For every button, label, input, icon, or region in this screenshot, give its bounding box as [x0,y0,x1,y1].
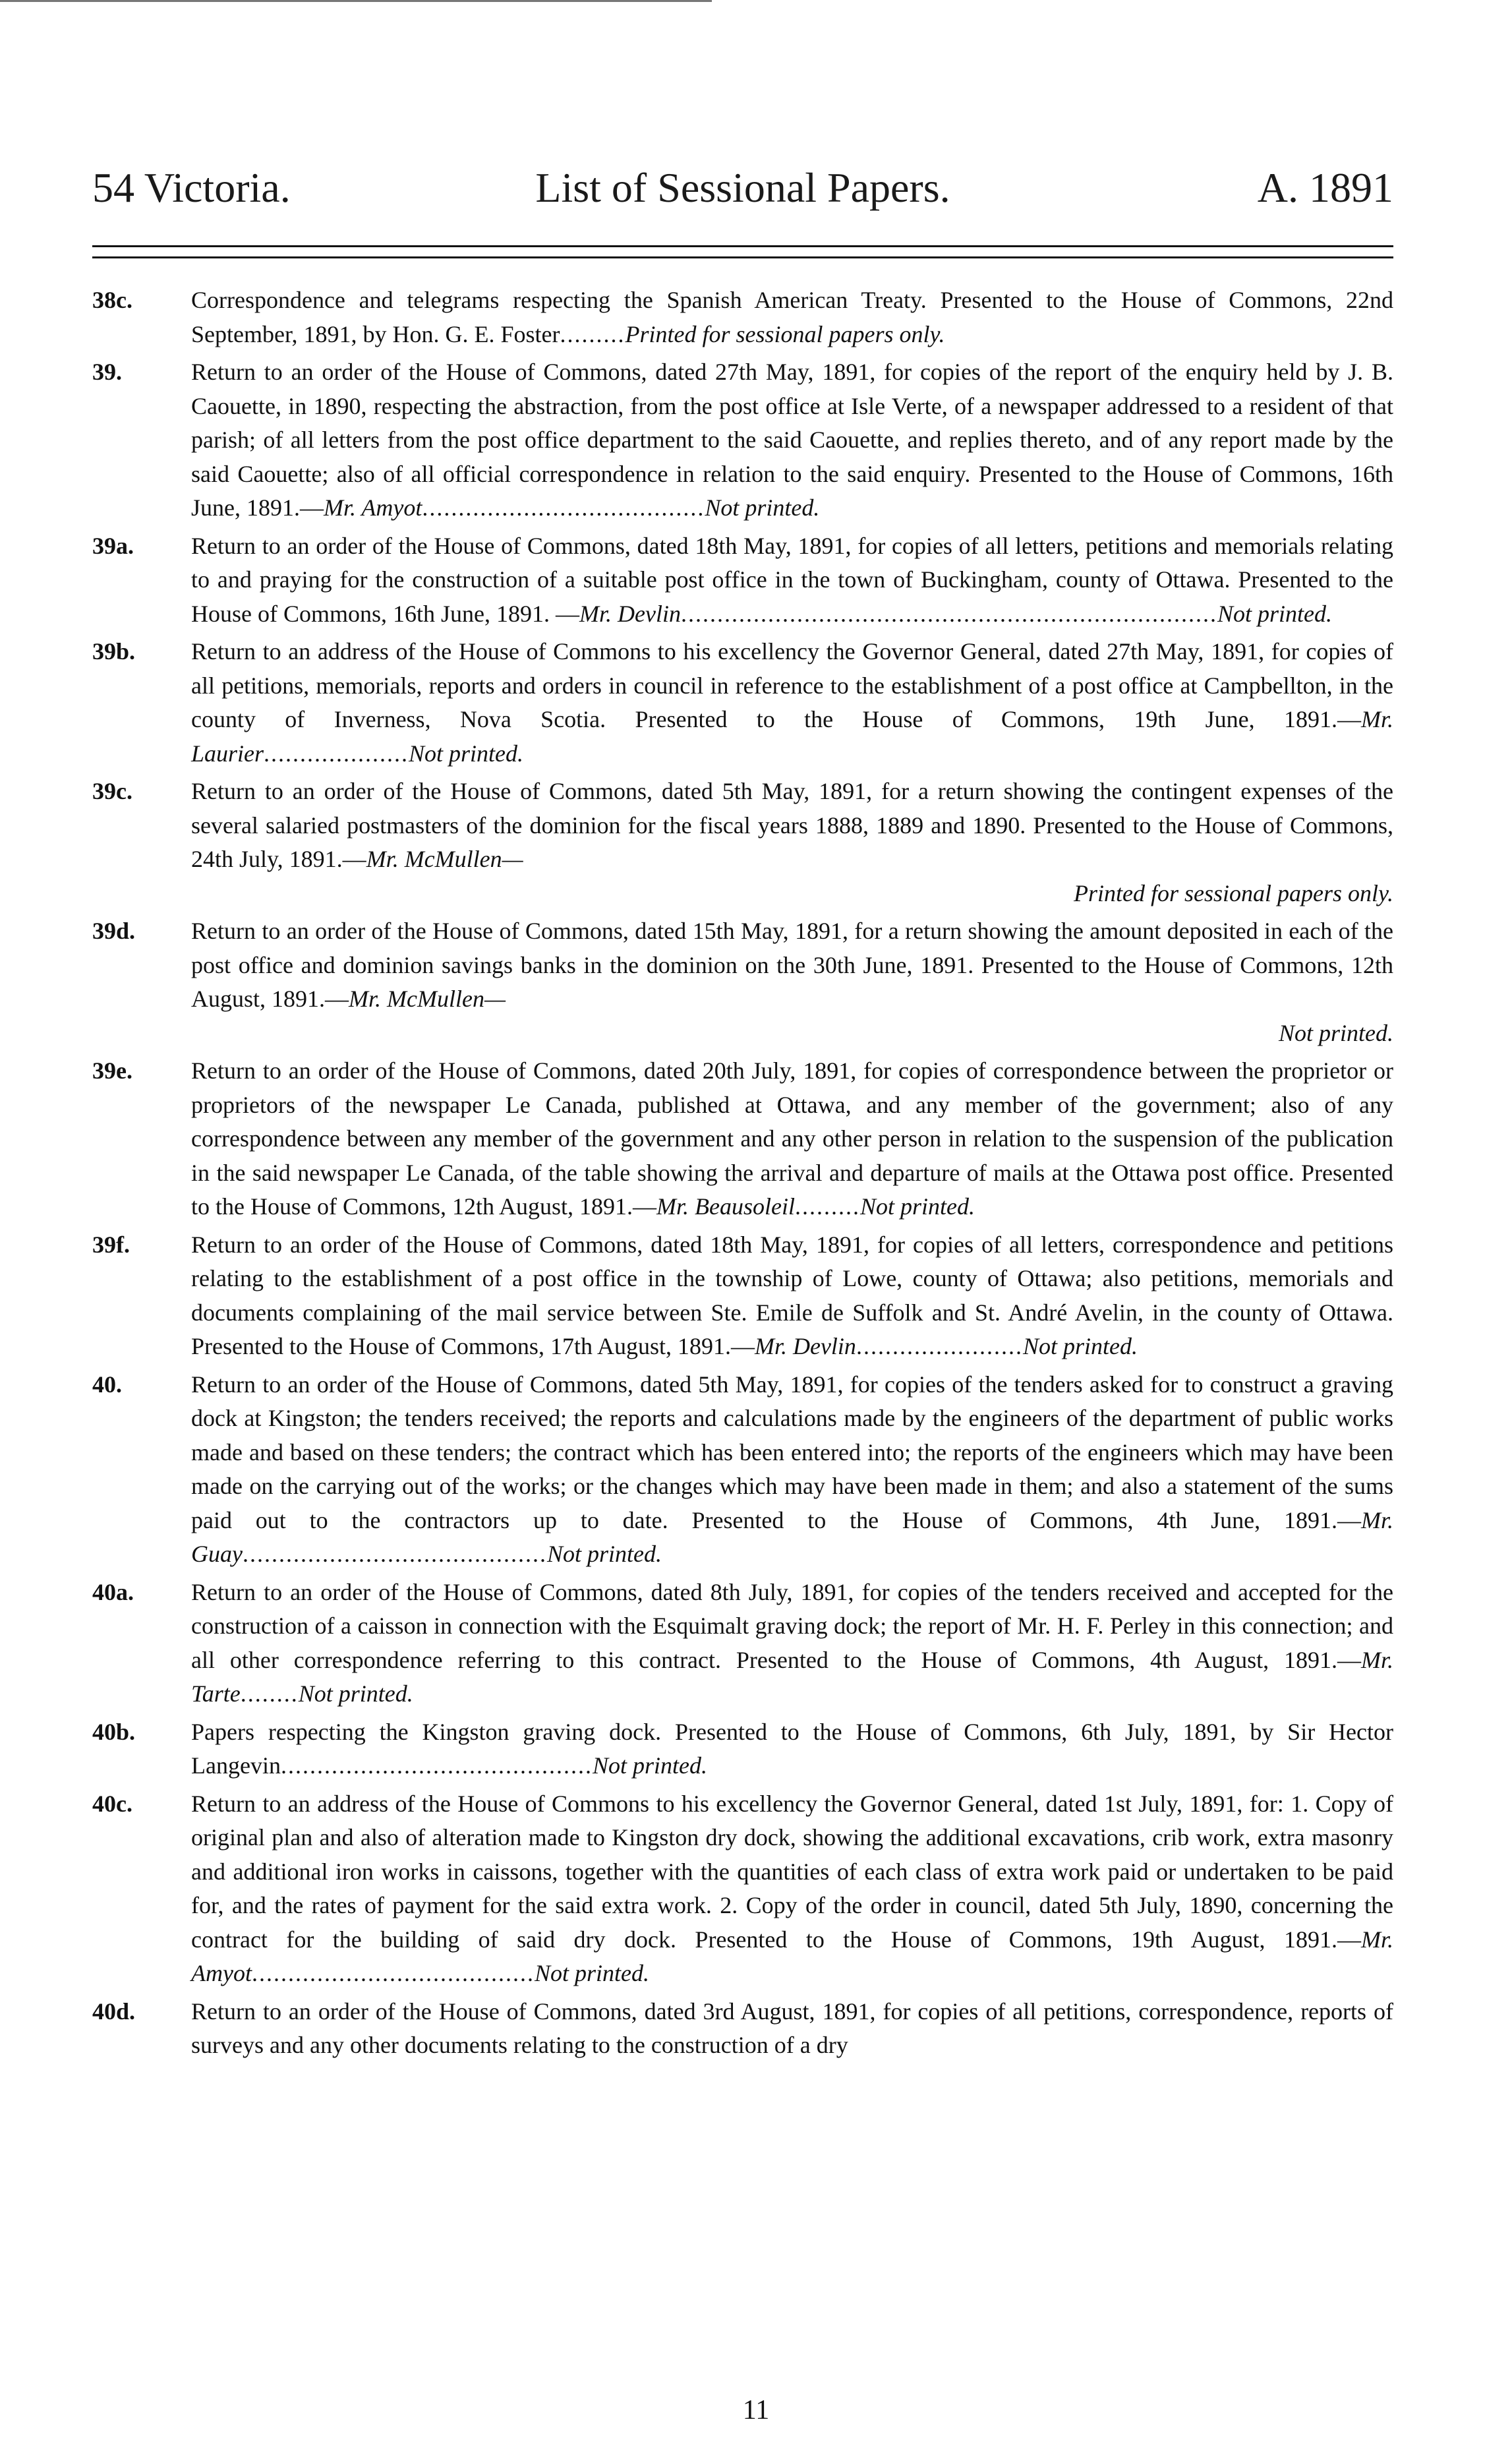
paper-description: Return to an address of the House of Commons to his excellency the Governor General, dated 27th May, 1891, for copies of all petitions, memorials, reports and orders in council in reference to the establishment of a post office at Campbellton, in the county of Inverness, Nova Scotia. Presented to the House of Commons, 19th June, 1891.— [191,638,1393,732]
paper-description: Return to an order of the House of Commons, dated 27th May, 1891, for copies of the report of the enquiry held by J. B. Caouette, in 1890, respecting the abstraction, from the post office at Isle Verte, of a newspaper addressed to a resident of that parish; of all letters from the post office department to the said Caouette, and replies thereto, and of any report made by the said Caouette; also of all official correspondence in relation to the said enquiry. Presented to the House of Commons, 16th June, 1891.— [191,359,1393,521]
header-session: 54 Victoria. [92,164,291,211]
paper-entry-39f: 39f. Return to an order of the House of Commons, dated 18th May, 1891, for copies of all letters, correspondence and petitions relating to the establishment of a post office in the township of Lowe, county of Ottawa; also petitions, memorials and documents complaining of the mail service between Ste. Emile de Suffolk and St. André Avelin, in the county of Ottawa. Presented to the House of Commons, 17th August, 1891.—Mr. Devlin.......................Not printed. [92,1228,1393,1364]
paper-number: 40b. [92,1718,136,1745]
page-header [92,163,1393,216]
paper-description: Return to an order of the House of Commons, dated 18th May, 1891, for copies of all letters, correspondence and petitions relating to the establishment of a post office in the township of Lowe, county of Ottawa; also petitions, memorials and documents complaining of the mail service between Ste. Emile de Suffolk and St. André Avelin, in the county of Ottawa. Presented to the House of Commons, 17th August, 1891.— [191,1231,1393,1359]
paper-description: Correspondence and telegrams respecting the Spanish American Treaty. Presented to the House of Commons, 22nd September, 1891, by Hon. G. E. Foster [191,287,1393,347]
paper-description: Return to an order of the House of Commons, dated 18th May, 1891, for copies of all letters, petitions and memorials relating to and praying for the construction of a suitable post office in the town of Buckingham, county of Ottawa. Presented to the House of Commons, 16th June, 1891. — [191,532,1393,627]
paper-number: 39e. [92,1057,132,1084]
mover-name: Mr. Devlin [579,600,681,627]
mover-name: Mr. Laurier [191,706,1393,767]
paper-description: Return to an order of the House of Commons, dated 8th July, 1891, for copies of the tenders received and accepted for the construction of a caisson in connection with the Esquimalt graving dock; the report of Mr. H. F. Perley in this connection; and all other correspondence referring to this contract. Presented to the House of Commons, 4th August, 1891.— [191,1578,1393,1673]
paper-description: Return to an order of the House of Commons, dated 3rd August, 1891, for copies of all petitions, correspondence, reports of surveys and any other documents relating to the construction of a dry [191,1998,1393,2058]
paper-entry-39c [92,775,1393,910]
paper-description: Return to an order of the House of Commons, dated 5th May, 1891, for copies of the tenders asked for to construct a graving dock at Kingston; the tenders received; the reports and calculations made by the engineers of the department of public works made and based on these tenders; the contract which has been entered into; the reports of the engineers which may have been made on the carrying out of the works; or the changes which may have been made in them; and also a statement of the sums paid out to the contractors up to date. Presented to the House of Commons, 4th June, 1891.— [191,1371,1393,1533]
print-status: Not printed. [1022,1333,1138,1359]
paper-entry-39: 39. Return to an order of the House of Commons, dated 27th May, 1891, for copies of the report of the enquiry held by J. B. Caouette, in 1890, respecting the abstraction, from the post office at Isle Verte, of a newspaper addressed to a resident of that parish; of all letters from the post office department to the said Caouette, and replies thereto, and of any report made by the said Caouette; also of all official correspondence in relation to the said enquiry. Presented to the House of Commons, 16th June, 1891.—Mr. Amyot.......................................Not printed. [92,355,1393,525]
paper-number: 40a. [92,1578,134,1605]
paper-description: Return to an address of the House of Commons to his excellency the Governor General, dated 1st July, 1891, for: 1. Copy of original plan and also of alteration made to Kingston dry dock, showing the additional excavations, crib work, extra masonry and additional iron works in caissons, together with the quantities of each class of extra work paid or undertaken to be paid for, and the rates of payment for the said extra work. 2. Copy of the order in council, dated 5th July, 1890, concerning the contract for the building of said dry dock. Presented to the House of Commons, 19th August, 1891.— [191,1790,1393,1953]
paper-number: 39c. [92,778,132,804]
header-year: A. 1891 [1257,164,1393,211]
mover-name: Mr. Amyot [191,1926,1393,1986]
mover-name: Mr. Amyot [324,494,422,521]
top-rule [0,0,712,2]
paper-entry-40: 40. Return to an order of the House of Commons, dated 5th May, 1891, for copies of the tenders asked for to construct a graving dock at Kingston; the tenders received; the reports and calculations made by the engineers of the department of public works made and based on these tenders; the contract which has been entered into; the reports of the engineers which may have been made on the carrying out of the works; or the changes which may have been made in them; and also a statement of the sums paid out to the contractors up to date. Presented to the House of Commons, 4th June, 1891.—Mr. Guay..........................................Not printed. [92,1368,1393,1572]
paper-number: 39d. [92,918,136,944]
print-status: Not printed. [1278,1019,1393,1046]
header-title: List of Sessional Papers. [535,164,950,211]
paper-entry-40d [92,1995,1393,2063]
print-status: Not printed. [592,1752,707,1779]
paper-description: Return to an order of the House of Commons, dated 15th May, 1891, for a return showing the amount deposited in each of the post office and dominion savings banks in the dominion on the 30th June, 1891. Presented to the House of Commons, 12th August, 1891.— [191,918,1393,1012]
mover-name: Mr. Beausoleil [656,1193,795,1220]
paper-entry-39d [92,914,1393,1050]
paper-description: Papers respecting the Kingston graving dock. Presented to the House of Commons, 6th July, 1891, by Sir Hector Langevin [191,1718,1393,1779]
paper-number: 40. [92,1371,122,1398]
paper-entry-40a: 40a. Return to an order of the House of Commons, dated 8th July, 1891, for copies of the tenders received and accepted for the construction of a caisson in connection with the Esquimalt graving dock; the report of Mr. H. F. Perley in this connection; and all other correspondence referring to this contract. Presented to the House of Commons, 4th August, 1891.—Mr. Tarte........Not printed. [92,1576,1393,1711]
print-status: Not printed. [409,740,524,767]
print-status: Not printed. [860,1193,975,1220]
sessional-paper-list [92,283,1393,2067]
page-number: 11 [742,2395,770,2425]
paper-number: 39a. [92,532,134,559]
print-status: Not printed. [546,1541,662,1567]
mover-name: Mr. McMullen— [349,986,506,1012]
paper-entry-39b: 39b. Return to an address of the House of Commons to his excellency the Governor General, dated 27th May, 1891, for copies of all petitions, memorials, reports and orders in council in reference to the establishment of a post office at Campbellton, in the county of Inverness, Nova Scotia. Presented to the House of Commons, 19th June, 1891.—Mr. Laurier....................Not printed. [92,635,1393,771]
mover-name: Mr. McMullen— [366,846,523,872]
paper-number: 40c. [92,1790,132,1817]
paper-number: 40d. [92,1998,136,2025]
paper-entry-38c: 38c. Correspondence and telegrams respecting the Spanish American Treaty. Presented to the House of Commons, 22nd September, 1891, by Hon. G. E. Foster.........Printed for sessional papers only. [92,283,1393,351]
print-status: Not printed. [705,494,820,521]
paper-number: 39b. [92,638,136,665]
paper-number: 39f. [92,1231,130,1258]
paper-number: 39. [92,359,122,385]
paper-entry-40c: 40c. Return to an address of the House of Commons to his excellency the Governor General, dated 1st July, 1891, for: 1. Copy of original plan and also of alteration made to Kingston dry dock, showing the additional excavations, crib work, extra masonry and additional iron works in caissons, together with the quantities of each class of extra work paid or undertaken to be paid for, and the rates of payment for the said extra work. 2. Copy of the order in council, dated 5th July, 1890, concerning the contract for the building of said dry dock. Presented to the House of Commons, 19th August, 1891.—Mr. Amyot.......................................Not printed. [92,1787,1393,1991]
mover-name: Mr. Tarte [191,1646,1393,1707]
paper-description: Return to an order of the House of Commons, dated 5th May, 1891, for a return showing the contingent expenses of the several salaried postmasters of the dominion for the fiscal years 1888, 1889 and 1890. Presented to the House of Commons, 24th July, 1891.— [191,778,1393,872]
print-status: Not printed. [1217,600,1332,627]
paper-number: 38c. [92,287,132,313]
paper-entry-39a: 39a. Return to an order of the House of Commons, dated 18th May, 1891, for copies of all letters, petitions and memorials relating to and praying for the construction of a suitable post office in the town of Buckingham, county of Ottawa. Presented to the House of Commons, 16th June, 1891. —Mr. Devlin..........................................................................Not printed. [92,529,1393,632]
print-status: Printed for sessional papers only. [625,320,945,347]
print-status: Not printed. [298,1680,413,1707]
print-status: Printed for sessional papers only. [1074,879,1393,906]
print-status: Not printed. [534,1960,649,1986]
mover-name: Mr. Guay [191,1506,1393,1567]
header-divider [92,245,1393,258]
paper-entry-40b: 40b. Papers respecting the Kingston graving dock. Presented to the House of Commons, 6th July, 1891, by Sir Hector Langevin...........................................Not printed. [92,1715,1393,1783]
paper-description: Return to an order of the House of Commons, dated 20th July, 1891, for copies of correspondence between the proprietor or proprietors of the newspaper Le Canada, published at Ottawa, and any member of the government; also of any correspondence between any member of the government and any other person in relation to the suspension of the publication in the said newspaper Le Canada, of the table showing the arrival and departure of mails at the Ottawa post office. Presented to the House of Commons, 12th August, 1891.— [191,1057,1393,1220]
paper-entry-39e: 39e. Return to an order of the House of Commons, dated 20th July, 1891, for copies of correspondence between the proprietor or proprietors of the newspaper Le Canada, published at Ottawa, and any member of the government; also of any correspondence between any member of the government and any other person in relation to the suspension of the publication in the said newspaper Le Canada, of the table showing the arrival and departure of mails at the Ottawa post office. Presented to the House of Commons, 12th August, 1891.—Mr. Beausoleil.........Not printed. [92,1054,1393,1224]
mover-name: Mr. Devlin [754,1333,856,1359]
